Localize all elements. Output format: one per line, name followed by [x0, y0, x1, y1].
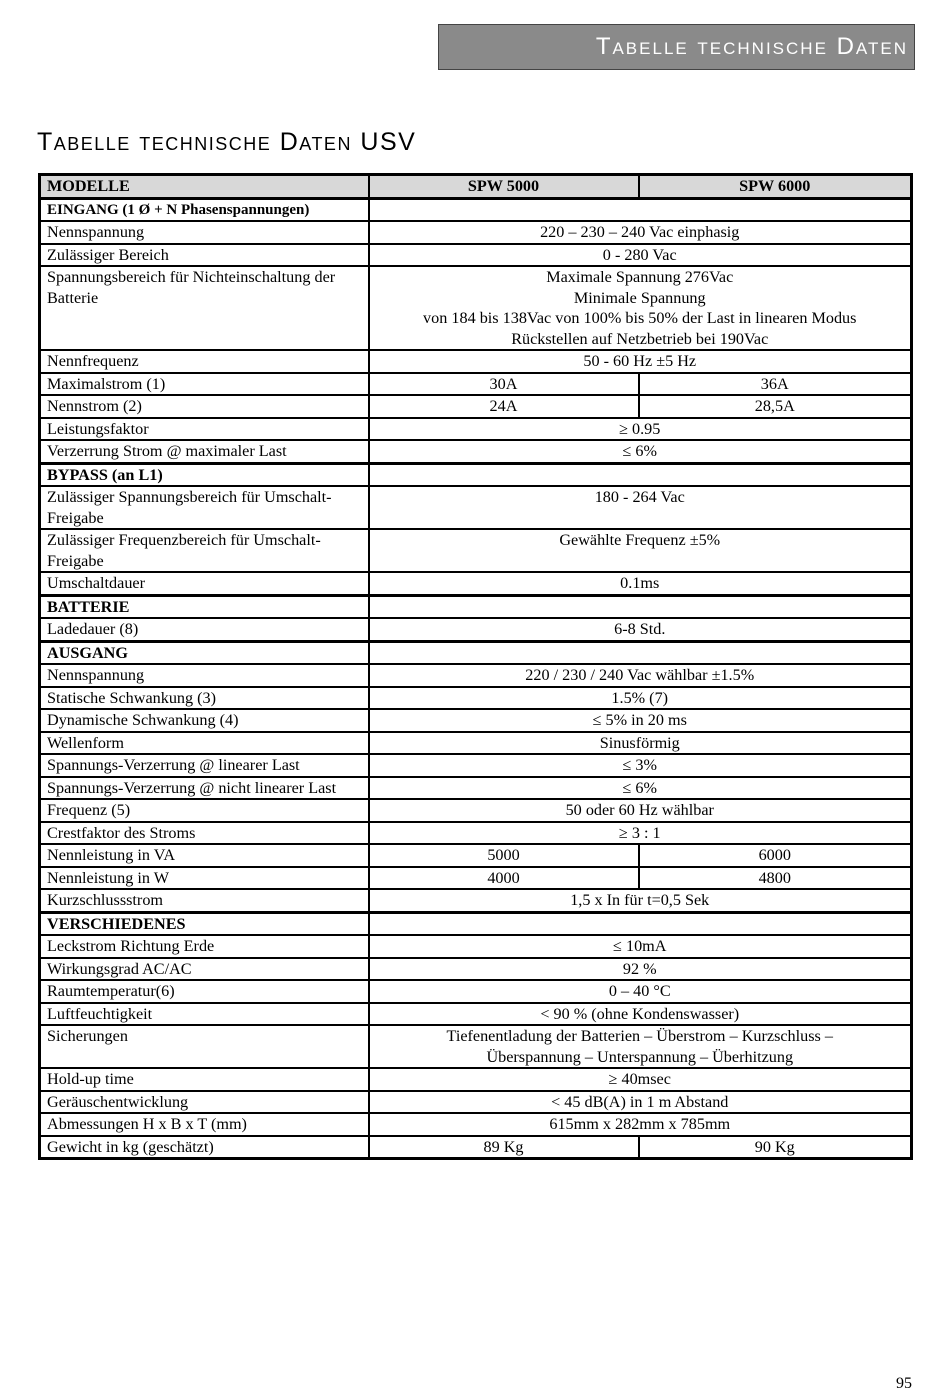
row-label: Nennleistung in VA [40, 844, 369, 867]
table-row [40, 1068, 912, 1091]
table-header-row [40, 175, 912, 199]
row-label: Ladedauer (8) [40, 618, 369, 641]
section-blank [369, 198, 912, 221]
section-title: AUSGANG [40, 641, 369, 664]
row-label: Nennstrom (2) [40, 395, 369, 418]
table-row [40, 822, 912, 845]
page-number: 95 [896, 1375, 912, 1392]
table-row [40, 1025, 912, 1068]
table-row [40, 1003, 912, 1026]
row-value: ≤ 3% [369, 754, 912, 777]
header-model-2: SPW 6000 [639, 175, 912, 199]
row-value: 50 - 60 Hz ±5 Hz [369, 350, 912, 373]
header-label: MODELLE [40, 175, 369, 199]
section-title: BATTERIE [40, 595, 369, 618]
value-line: Überspannung – Unterspannung – Überhitzung [486, 1047, 794, 1066]
row-label: Sicherungen [40, 1025, 369, 1068]
row-label: Wirkungsgrad AC/AC [40, 958, 369, 981]
table-row [40, 486, 912, 529]
section-blank [369, 595, 912, 618]
row-value-model-2: 36A [639, 373, 912, 396]
table-row [40, 440, 912, 463]
table-row [40, 687, 912, 710]
row-value: ≥ 0.95 [369, 418, 912, 441]
section-title: VERSCHIEDENES [40, 912, 369, 935]
row-value [369, 1025, 912, 1068]
section-banner: Tabelle technische Daten [438, 24, 915, 70]
row-value: 50 oder 60 Hz wählbar [369, 799, 912, 822]
row-value-model-2: 6000 [639, 844, 912, 867]
section-row-eingang [40, 198, 912, 221]
value-line: Tiefenentladung der Batterien – Überstrom – Kurzschluss – [446, 1027, 833, 1045]
table-row [40, 266, 912, 350]
row-label: Hold-up time [40, 1068, 369, 1091]
section-blank [369, 641, 912, 664]
row-value: 92 % [369, 958, 912, 981]
table-row [40, 350, 912, 373]
table-row [40, 799, 912, 822]
table-row [40, 618, 912, 641]
row-label: Frequenz (5) [40, 799, 369, 822]
row-value: Gewählte Frequenz ±5% [369, 529, 912, 572]
row-value: 220 / 230 / 240 Vac wählbar ±1.5% [369, 664, 912, 687]
row-label: Leckstrom Richtung Erde [40, 935, 369, 958]
section-title: EINGANG (1 Ø + N Phasenspannungen) [40, 198, 369, 221]
value-line: Maximale Spannung 276Vac [546, 268, 734, 286]
row-label: Zulässiger Bereich [40, 244, 369, 267]
table-row [40, 1091, 912, 1114]
value-line: Minimale Spannung [573, 288, 706, 307]
section-blank [369, 912, 912, 935]
row-label: Statische Schwankung (3) [40, 687, 369, 710]
row-label: Luftfeuchtigkeit [40, 1003, 369, 1026]
section-title: BYPASS (an L1) [40, 463, 369, 486]
row-value: ≤ 5% in 20 ms [369, 709, 912, 732]
row-value: 180 - 264 Vac [369, 486, 912, 529]
table-row [40, 244, 912, 267]
row-value-model-1: 89 Kg [369, 1136, 639, 1159]
section-row-ausgang [40, 641, 912, 664]
table-row [40, 935, 912, 958]
table-row [40, 777, 912, 800]
table-row [40, 373, 912, 396]
table-row [40, 418, 912, 441]
table-row [40, 867, 912, 890]
row-value: < 45 dB(A) in 1 m Abstand [369, 1091, 912, 1114]
row-value-model-1: 30A [369, 373, 639, 396]
row-label: Nennleistung in W [40, 867, 369, 890]
row-label: Wellenform [40, 732, 369, 755]
row-value: Sinusförmig [369, 732, 912, 755]
table-row [40, 529, 912, 572]
row-label: Spannungs-Verzerrung @ linearer Last [40, 754, 369, 777]
row-value: 0.1ms [369, 572, 912, 595]
row-value [369, 266, 912, 350]
row-value: ≥ 3 : 1 [369, 822, 912, 845]
row-label: Umschaltdauer [40, 572, 369, 595]
row-value-model-1: 5000 [369, 844, 639, 867]
row-value: ≤ 10mA [369, 935, 912, 958]
row-label: Zulässiger Spannungsbereich für Umschalt-Freigabe [40, 486, 369, 529]
row-value-model-2: 28,5A [639, 395, 912, 418]
row-value: 1,5 x In für t=0,5 Sek [369, 889, 912, 912]
table-row [40, 221, 912, 244]
value-line: Rückstellen auf Netzbetrieb bei 190Vac [511, 329, 769, 348]
row-value: ≤ 6% [369, 777, 912, 800]
value-line: von 184 bis 138Vac von 100% bis 50% der Last in linearen Modus [423, 309, 857, 327]
row-value: < 90 % (ohne Kondenswasser) [369, 1003, 912, 1026]
row-label: Dynamische Schwankung (4) [40, 709, 369, 732]
row-label: Crestfaktor des Stroms [40, 822, 369, 845]
table-row [40, 958, 912, 981]
table-row [40, 709, 912, 732]
table-row [40, 889, 912, 912]
row-value: ≤ 6% [369, 440, 912, 463]
row-label: Gewicht in kg (geschätzt) [40, 1136, 369, 1159]
row-value: 615mm x 282mm x 785mm [369, 1113, 912, 1136]
row-label: Zulässiger Frequenzbereich für Umschalt-Freigabe [40, 529, 369, 572]
row-label: Geräuschentwicklung [40, 1091, 369, 1114]
row-label: Nennfrequenz [40, 350, 369, 373]
row-label: Spannungs-Verzerrung @ nicht linearer Last [40, 777, 369, 800]
section-row-bypass [40, 463, 912, 486]
section-blank [369, 463, 912, 486]
row-label: Nennspannung [40, 221, 369, 244]
row-value: 6-8 Std. [369, 618, 912, 641]
row-value: 0 - 280 Vac [369, 244, 912, 267]
table-row [40, 754, 912, 777]
spec-table [38, 173, 913, 1160]
row-label: Verzerrung Strom @ maximaler Last [40, 440, 369, 463]
table-row [40, 844, 912, 867]
row-value: ≥ 40msec [369, 1068, 912, 1091]
table-row [40, 395, 912, 418]
row-value: 220 – 230 – 240 Vac einphasig [369, 221, 912, 244]
row-value-model-2: 90 Kg [639, 1136, 912, 1159]
row-label: Maximalstrom (1) [40, 373, 369, 396]
row-label: Leistungsfaktor [40, 418, 369, 441]
row-value: 1.5% (7) [369, 687, 912, 710]
table-row [40, 664, 912, 687]
row-label: Abmessungen H x B x T (mm) [40, 1113, 369, 1136]
row-label: Nennspannung [40, 664, 369, 687]
row-label: Kurzschlussstrom [40, 889, 369, 912]
page-title: Tabelle technische Daten USV [37, 128, 417, 156]
table-row [40, 980, 912, 1003]
table-row [40, 1113, 912, 1136]
section-row-verschiedenes [40, 912, 912, 935]
header-model-1: SPW 5000 [369, 175, 639, 199]
section-row-batterie [40, 595, 912, 618]
table-row [40, 732, 912, 755]
row-value-model-2: 4800 [639, 867, 912, 890]
table-row [40, 572, 912, 595]
row-label: Spannungsbereich für Nichteinschaltung der Batterie [40, 266, 369, 350]
row-value-model-1: 24A [369, 395, 639, 418]
row-label: Raumtemperatur(6) [40, 980, 369, 1003]
row-value-model-1: 4000 [369, 867, 639, 890]
table-row [40, 1136, 912, 1159]
row-value: 0 – 40 °C [369, 980, 912, 1003]
